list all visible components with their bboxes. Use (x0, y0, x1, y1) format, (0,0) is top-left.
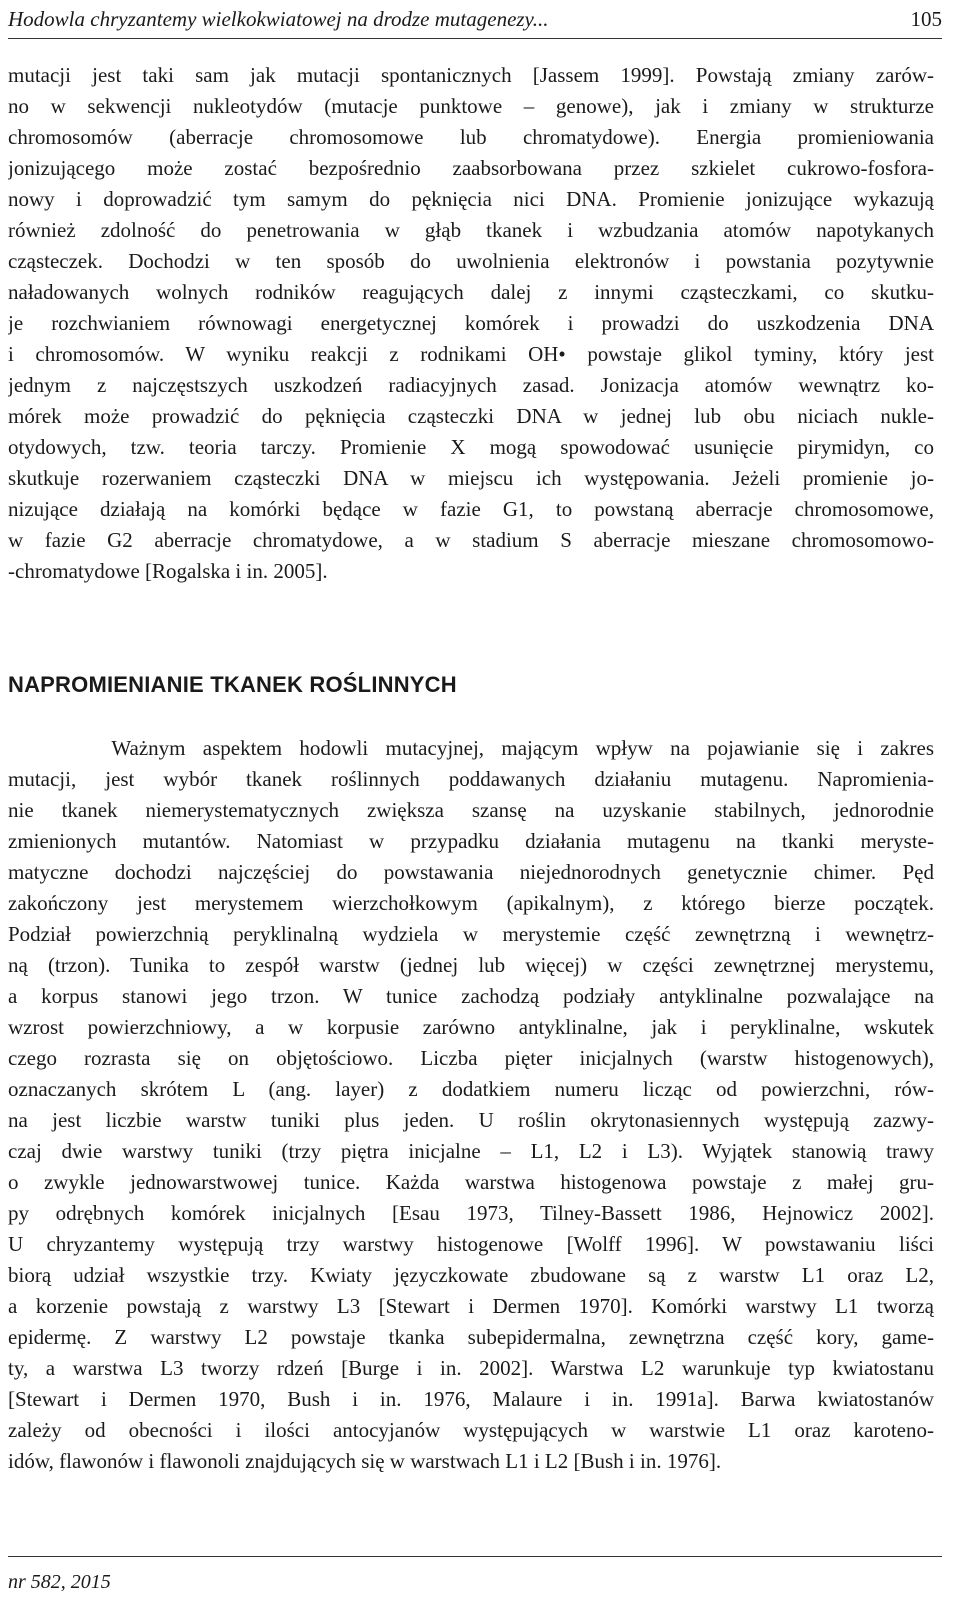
text-line: również zdolność do penetrowania w głąb tkanek i wzbudzania atomów napotykanych (8, 218, 934, 242)
running-title: Hodowla chryzantemy wielkokwiatowej na drodze mutagenezy... (8, 7, 549, 31)
text-line: Podział powierzchnią peryklinalną wydziela w merystemie część zewnętrzną i wewnętrz- (8, 922, 934, 946)
text-line: naładowanych wolnych rodników reagujących dalej z innymi cząsteczkami, co skutku- (8, 280, 934, 304)
text-line: ną (trzon). Tunika to zespół warstw (jednej lub więcej) w części zewnętrznej merystemu, (8, 953, 934, 977)
text-line: nowy i doprowadzić tym samym do pęknięcia nici DNA. Promienie jonizujące wykazują (8, 187, 934, 211)
text-line: i chromosomów. W wyniku reakcji z rodnikami OH• powstaje glikol tyminy, który jest (8, 342, 934, 366)
text-line: chromosomów (aberracje chromosomowe lub chromatydowe). Energia promieniowania (8, 125, 934, 149)
text-line: U chryzantemy występują trzy warstwy histogenowe [Wolff 1996]. W powstawaniu liści (8, 1232, 934, 1256)
text-line: jonizującego może zostać bezpośrednio zaabsorbowana przez szkielet cukrowo-fosfora- (8, 156, 934, 180)
text-line: nizujące działają na komórki będące w fazie G1, to powstaną aberracje chromosomowe, (8, 497, 934, 521)
text-line: zależy od obecności i ilości antocyjanów występujących w warstwie L1 oraz karoteno- (8, 1418, 934, 1442)
text-line: idów, flawonów i flawonoli znajdujących się w warstwach L1 i L2 [Bush i in. 1976]. (8, 1449, 722, 1473)
text-line: zmienionych mutantów. Natomiast w przypadku działania mutagenu na tkanki meryste- (8, 829, 934, 853)
text-line: je rozchwianiem równowagi energetycznej komórek i prowadzi do uszkodzenia DNA (8, 311, 934, 335)
text-line: epidermę. Z warstwy L2 powstaje tkanka subepidermalna, zewnętrzna część kory, game- (8, 1325, 934, 1349)
text-line: a korzenie powstają z warstwy L3 [Stewart i Dermen 1970]. Komórki warstwy L1 tworzą (8, 1294, 934, 1318)
text-line: oznaczanych skrótem L (ang. layer) z dodatkiem numeru licząc od powierzchni, rów- (8, 1077, 934, 1101)
text-line: matyczne dochodzi najczęściej do powstawania niejednorodnych genetycznie chimer. Pęd (8, 860, 934, 884)
text-line: no w sekwencji nukleotydów (mutacje punktowe – genowe), jak i zmiany w strukturze (8, 94, 934, 118)
text-line: czaj dwie warstwy tuniki (trzy piętra inicjalne – L1, L2 i L3). Wyjątek stanowią trawy (8, 1139, 934, 1163)
text-line: na jest liczbie warstw tuniki plus jeden. U roślin okrytonasiennych występują zazwy- (8, 1108, 934, 1132)
text-line: wzrost powierzchniowy, a w korpusie zarówno antyklinalne, jak i peryklinalne, wskutek (8, 1015, 934, 1039)
text-line: -chromatydowe [Rogalska i in. 2005]. (8, 559, 328, 583)
text-line: jednym z najczęstszych uszkodzeń radiacyjnych zasad. Jonizacja atomów wewnątrz ko- (8, 373, 934, 397)
text-line: mutacji, jest wybór tkanek roślinnych poddawanych działaniu mutagenu. Napromienia- (8, 767, 934, 791)
text-line: otydowych, tzw. teoria tarczy. Promienie X mogą spowodować usunięcie pirymidyn, co (8, 435, 934, 459)
text-line: zakończony jest merystemem wierzchołkowym (apikalnym), z którego bierze początek. (8, 891, 934, 915)
text-line: o zwykle jednowarstwowej tunice. Każda warstwa histogenowa powstaje z małej gru- (8, 1170, 934, 1194)
page-number: 105 (910, 7, 942, 31)
text-line: mutacji jest taki sam jak mutacji spontanicznych [Jassem 1999]. Powstają zmiany zarów- (8, 63, 934, 87)
text-line: mórek może prowadzić do pęknięcia cząsteczki DNA w jednej lub obu niciach nukle- (8, 404, 934, 428)
text-line: nie tkanek niemerystematycznych zwiększa szansę na uzyskanie stabilnych, jednorodnie (8, 798, 934, 822)
section-heading: NAPROMIENIANIE TKANEK ROŚLINNYCH (8, 672, 457, 697)
paragraph-plant-tissue-irradiation (8, 733, 934, 1477)
text-line: ty, a warstwa L3 tworzy rdzeń [Burge i in. 2002]. Warstwa L2 warunkuje typ kwiatostanu (8, 1356, 934, 1380)
text-line: skutkuje rozerwaniem cząsteczki DNA w miejscu ich występowania. Jeżeli promienie jo- (8, 466, 934, 490)
text-line: [Stewart i Dermen 1970, Bush i in. 1976, Malaure i in. 1991a]. Barwa kwiatostanów (8, 1387, 934, 1411)
paragraph-radiation-effects (8, 60, 934, 587)
text-line: cząsteczek. Dochodzi w ten sposób do uwolnienia elektronów i powstania pozytywnie (8, 249, 934, 273)
text-line: a korpus stanowi jego trzon. W tunice zachodzą podziały antyklinalne pozwalające na (8, 984, 934, 1008)
text-line: py odrębnych komórek inicjalnych [Esau 1973, Tilney-Bassett 1986, Hejnowicz 2002]. (8, 1201, 934, 1225)
issue-number: nr 582, 2015 (8, 1571, 111, 1593)
text-line: biorą udział wszystkie trzy. Kwiaty języczkowate zbudowane są z warstw L1 oraz L2, (8, 1263, 934, 1287)
page-footer (8, 1556, 942, 1595)
text-line: w fazie G2 aberracje chromatydowe, a w stadium S aberracje mieszane chromosomowo- (8, 528, 934, 552)
running-header (8, 4, 942, 39)
text-line: Ważnym aspektem hodowli mutacyjnej, mającym wpływ na pojawianie się i zakres (8, 736, 934, 760)
text-line: czego rozrasta się on objętościowo. Liczba pięter inicjalnych (warstw histogenowych), (8, 1046, 934, 1070)
